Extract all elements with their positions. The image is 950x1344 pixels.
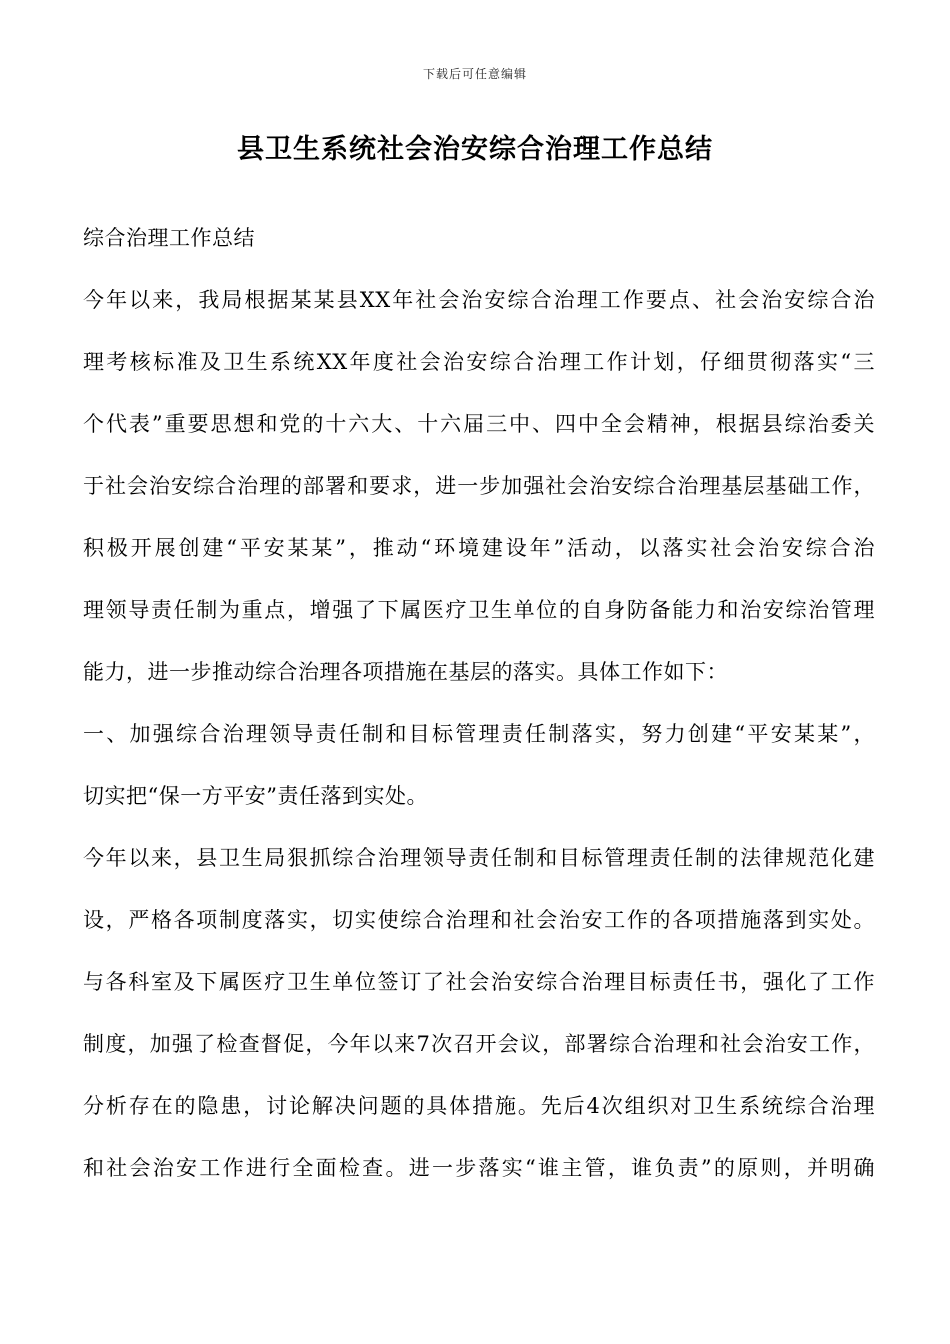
body-line: 综合治理工作总结 [83, 226, 255, 250]
body-line: 与各科室及下属医疗卫生单位签订了社会治安综合治理目标责任书，强化了工作 [83, 970, 875, 994]
body-line: 设，严格各项制度落实，切实使综合治理和社会治安工作的各项措施落到实处。 [83, 908, 875, 932]
header-note: 下载后可任意编辑 [422, 67, 527, 81]
body-line: 于社会治安综合治理的部署和要求，进一步加强社会治安综合治理基层基础工作， [83, 474, 875, 498]
body-line: 理考核标准及卫生系统XX年度社会治安综合治理工作计划，仔细贯彻落实“三 [83, 350, 875, 374]
body-line: 个代表”重要思想和党的十六大、十六届三中、四中全会精神，根据县综治委关 [83, 412, 875, 436]
body-line: 理领导责任制为重点，增强了下属医疗卫生单位的自身防备能力和治安综治管理 [83, 598, 875, 622]
body-line: 一、加强综合治理领导责任制和目标管理责任制落实，努力创建“平安某某”， [83, 722, 875, 746]
document-title: 县卫生系统社会治安综合治理工作总结 [237, 134, 713, 165]
body-line: 分析存在的隐患，讨论解决问题的具体措施。先后4次组织对卫生系统综合治理 [83, 1094, 875, 1118]
body-line: 积极开展创建“平安某某”，推动“环境建设年”活动，以落实社会治安综合治 [83, 536, 875, 560]
body-line: 今年以来，县卫生局狠抓综合治理领导责任制和目标管理责任制的法律规范化建 [83, 846, 875, 870]
body-line: 制度，加强了检查督促，今年以来7次召开会议，部署综合治理和社会治安工作， [83, 1032, 875, 1056]
body-line: 切实把“保一方平安”责任落到实处。 [83, 784, 428, 808]
body-line: 能力，进一步推动综合治理各项措施在基层的落实。具体工作如下： [83, 660, 728, 684]
body-line: 和社会治安工作进行全面检查。进一步落实“谁主管，谁负责”的原则，并明确 [83, 1156, 875, 1180]
body-line: 今年以来，我局根据某某县XX年社会治安综合治理工作要点、社会治安综合治 [83, 288, 875, 312]
document-body [83, 220, 875, 1212]
